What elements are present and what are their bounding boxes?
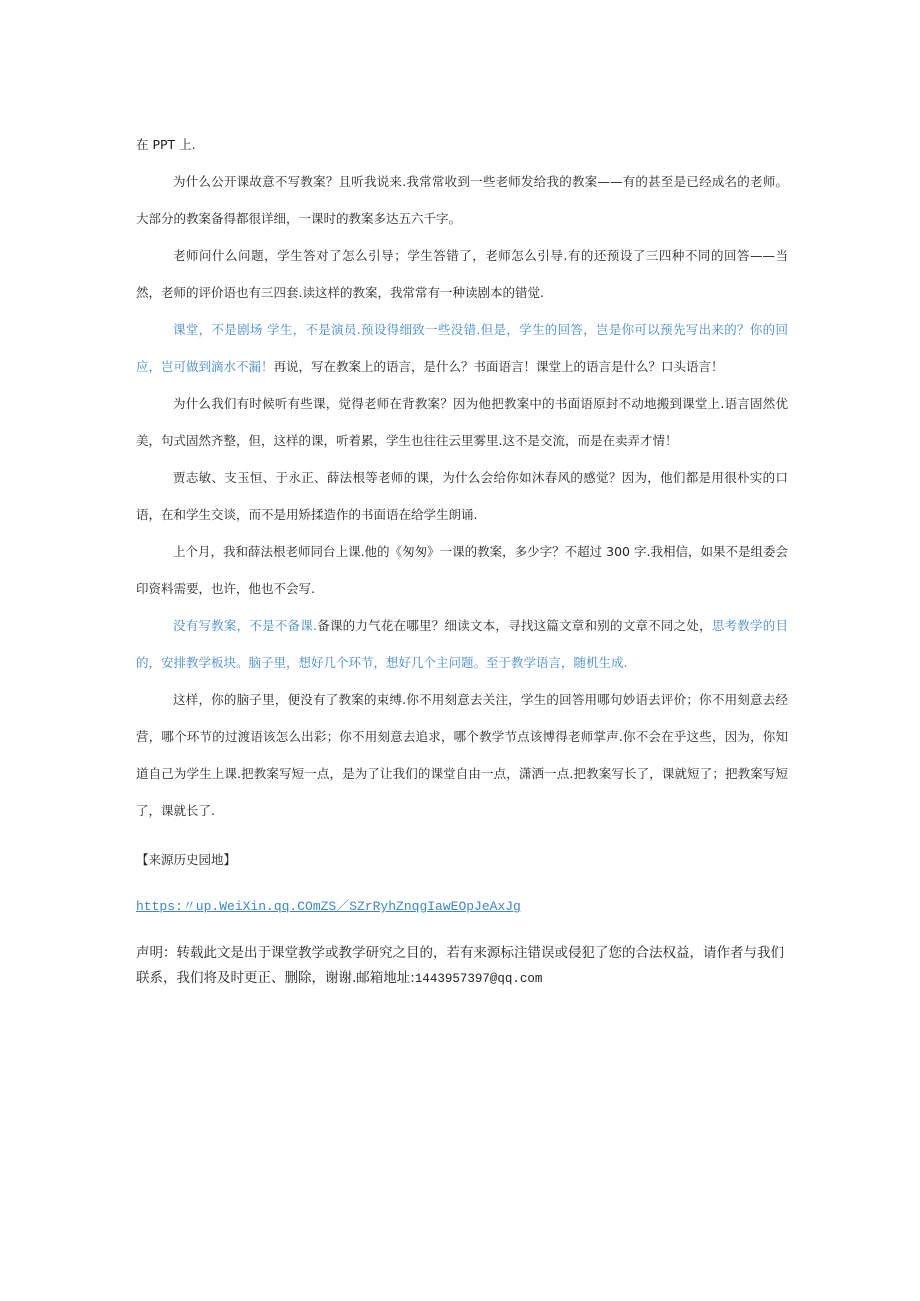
disclaimer-email[interactable]: 1443957397@qq.com — [414, 972, 543, 986]
paragraph-1-text: 为什么公开课故意不写教案？且听我说来.我常常收到一些老师发给我的教案——有的甚至是已经成名的老师。大部分的教案备得都很详细，一课时的教案多达五六千字。 — [136, 174, 788, 226]
paragraph-8 — [136, 681, 788, 829]
paragraph-5-text: 贾志敏、支玉恒、于永正、薛法根等老师的课，为什么会给你如沐春风的感觉？因为，他们都是用很朴实的口语，在和学生交谈，而不是用矫揉造作的书面语在给学生朗诵. — [136, 470, 788, 522]
paragraph-5 — [136, 459, 788, 533]
paragraph-1 — [136, 163, 788, 237]
paragraph-2 — [136, 237, 788, 311]
paragraph-4-text: 为什么我们有时候听有些课，觉得老师在背教案？因为他把教案中的书面语原封不动地搬到课堂上.语言固然优美，句式固然齐整，但，这样的课，听着累，学生也往往云里雾里.这不是交流，而是在卖弄才情！ — [136, 396, 788, 448]
paragraph-3-highlight: 课堂，不是剧场 学生，不是演员.预设得细致一些没错.但是，学生的回答，岂是你可以预先写出来的？你的回应，岂可做到滴水不漏！ — [136, 322, 788, 374]
paragraph-3-text: 再说，写在教案上的语言，是什么？书面语言！课堂上的语言是什么？口头语言！ — [273, 359, 724, 374]
paragraph-6-text: 上个月，我和薛法根老师同台上课.他的《匆匆》一课的教案，多少字？不超过 300 字.我相信，如果不是组委会印资料需要，也许，他也不会写. — [136, 544, 788, 596]
paragraph-2-text: 老师问什么问题，学生答对了怎么引导；学生答错了，老师怎么引导.有的还预设了三四种不同的回答——当然，老师的评价语也有三四套.读这样的教案，我常常有一种读剧本的错觉. — [136, 248, 788, 300]
paragraph-8-text: 这样，你的脑子里，便没有了教案的束缚.你不用刻意去关注，学生的回答用哪句妙语去评价；你不用刻意去经营，哪个环节的过渡语该怎么出彩；你不用刻意去追求，哪个教学节点该博得老师掌声.你不会在乎这些，因为，你知道自己为学生上课.把教案写短一点，是为了让我们的课堂自由一点，潇洒一点.把教案写长了，课就短了；把教案写短了，课就长了. — [136, 692, 788, 818]
paragraph-3 — [136, 311, 788, 385]
paragraph-7-highlight-1: 没有写教案，不是不备课. — [173, 618, 317, 633]
paragraph-0 — [136, 126, 788, 163]
paragraph-4 — [136, 385, 788, 459]
source-link[interactable]: https:〃up.WeiXin.qq.COmZS／SZrRyhZnqgIawEOpJeAxJg — [136, 899, 521, 914]
disclaimer-text: 声明：转载此文是出于课堂教学或教学研究之目的，若有来源标注错误或侵犯了您的合法权益，请作者与我们联系，我们将及时更正、删除，谢谢.邮箱地址: — [136, 945, 784, 986]
disclaimer — [136, 941, 788, 992]
paragraph-0-text: 在 PPT 上. — [136, 137, 196, 152]
paragraph-7-text: 备课的力气花在哪里？细读文本，寻找这篇文章和别的文章不同之处， — [317, 618, 712, 633]
paragraph-7 — [136, 607, 788, 681]
paragraph-7-highlight-2: 思考教学的目的，安排教学板块。脑子里，想好几个环节，想好几个主问题。至于教学语言，随机生成. — [136, 618, 788, 670]
source-label: 【来源历史园地】 — [136, 852, 237, 867]
paragraph-6 — [136, 533, 788, 607]
